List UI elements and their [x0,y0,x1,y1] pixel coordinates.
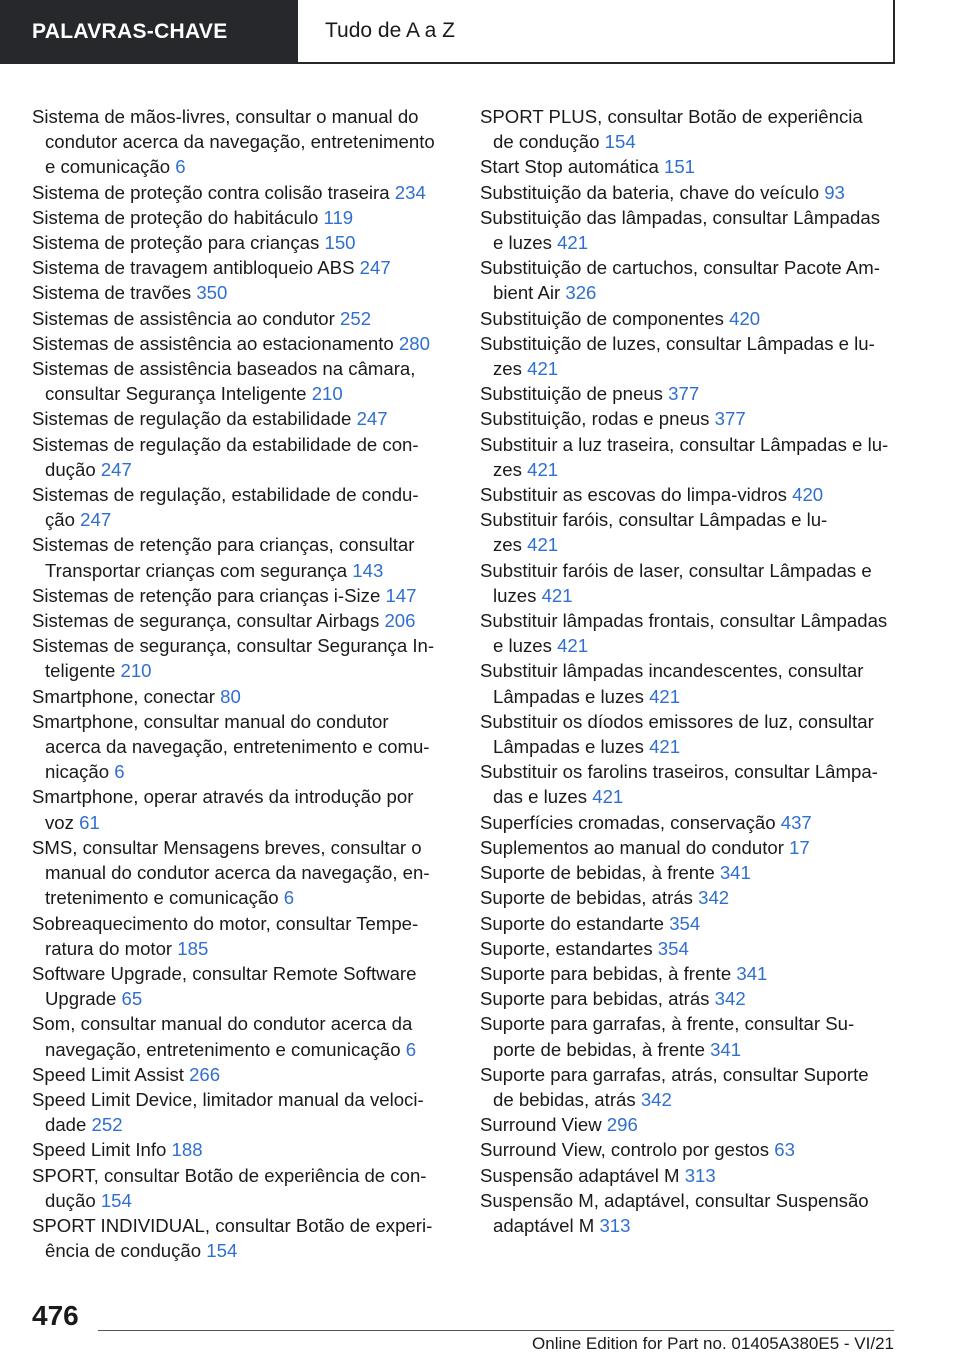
index-entry [32,1087,450,1137]
index-entry-text: Software Upgrade, consultar Remote Software Upgrade [32,962,417,1010]
index-entry-text: Sistemas de segurança, consultar Airbags [32,610,380,632]
page-reference-link[interactable]: 342 [640,1088,672,1110]
index-entry-text: Substituição de componentes [480,307,724,329]
index-entry [32,255,450,280]
index-entry-text: Suplementos ao manual do condutor [480,836,784,858]
page-reference-link[interactable]: 206 [384,610,416,632]
index-entry [480,1011,900,1061]
page-reference-link[interactable]: 17 [789,836,810,858]
section-tab-label: PALAVRAS-CHAVE [32,20,228,43]
page-reference-link[interactable]: 421 [557,635,589,657]
index-entry [32,583,450,608]
page-reference-link[interactable]: 6 [175,156,186,178]
page-reference-link[interactable]: 377 [668,383,700,405]
index-entry [480,205,900,255]
index-entry-text: Speed Limit Info [32,1139,167,1161]
index-entry [480,1163,900,1188]
index-entry-text: Sistema de proteção contra colisão traseira [32,181,390,203]
index-entry-text: Suporte de bebidas, atrás [480,887,693,909]
index-entry [480,432,900,482]
index-entry [480,1137,900,1162]
index-entry [32,532,450,582]
index-entry [32,684,450,709]
index-entry [32,482,450,532]
index-entry-text: Substituir os díodos emissores de luz, consultar Lâmpadas e luzes [480,710,874,758]
index-entry-text: Sobreaquecimento do motor, consultar Tempe- ratura do motor [32,912,419,959]
page-reference-link[interactable]: 421 [527,534,559,556]
index-entry [480,406,900,431]
page-reference-link[interactable]: 354 [669,912,701,934]
page-reference-link[interactable]: 266 [189,1063,221,1085]
index-entry-text: SMS, consultar Mensagens breves, consultar o manual do condutor acerca da navegação, en- tretenimento e comunicação [32,836,430,909]
section-header [311,0,895,64]
index-entry-text: Substituição de pneus [480,383,663,405]
index-entry [32,911,450,961]
index-entry [32,1062,450,1087]
page-reference-link[interactable]: 326 [565,282,597,304]
index-entry-text: SPORT PLUS, consultar Botão de experiência de condução [480,106,863,153]
index-entry [32,709,450,785]
index-entry-text: SPORT, consultar Botão de experiência de con- dução [32,1164,427,1211]
page-reference-link[interactable]: 252 [91,1114,123,1136]
page-number: 476 [32,1300,79,1331]
index-entry-text: Substituir as escovas do limpa-vidros [480,484,787,506]
page-reference-link[interactable]: 350 [196,282,228,304]
page-reference-link[interactable]: 147 [385,584,417,606]
index-entry-text: Suporte para garrafas, atrás, consultar Suporte de bebidas, atrás [480,1063,869,1110]
page-reference-link[interactable]: 188 [171,1139,203,1161]
index-entry [480,507,900,557]
index-entry [32,432,450,482]
index-entry-text: Sistemas de regulação, estabilidade de condu- ção [32,484,419,531]
index-entry-text: Suspensão adaptável M [480,1164,680,1186]
index-entry-text: Surround View, controlo por gestos [480,1139,770,1161]
index-entry-text: Sistemas de assistência ao estacionamento [32,332,394,354]
index-entry-text: Smartphone, conectar [32,685,215,707]
index-entry-text: Suspensão M, adaptável, consultar Suspensão adaptável M [480,1189,869,1236]
index-entry-text: Sistemas de segurança, consultar Segurança In- teligente [32,635,435,682]
page-reference-link[interactable]: 313 [684,1164,716,1186]
index-entry [480,759,900,809]
page-reference-link[interactable]: 421 [649,736,681,758]
page-reference-link[interactable]: 154 [100,1189,132,1211]
page-reference-link[interactable]: 65 [121,988,143,1010]
section-title: Tudo de A a Z [325,19,455,42]
index-entry-text: Suporte para garrafas, à frente, consultar Su- porte de bebidas, à frente [480,1013,855,1060]
index-entry-text: Substituir faróis de laser, consultar Lâmpadas e luzes [480,559,872,606]
index-entry-text: Sistemas de retenção para crianças, consultar Transportar crianças com segurança [32,534,415,581]
index-entry [32,633,450,683]
page-reference-link[interactable]: 247 [356,408,388,430]
index-entry-text: Substituir os farolins traseiros, consultar Lâmpa- das e luzes [480,761,878,808]
page-reference-link[interactable]: 80 [220,685,241,707]
index-entry [480,558,900,608]
index-entry-text: Sistemas de retenção para crianças i-Size [32,584,381,606]
index-entry [480,608,900,658]
edition-footer: Online Edition for Part no. 01405A380E5 - VI/21 [532,1334,894,1353]
page-reference-link[interactable]: 93 [824,181,845,203]
page-reference-link[interactable]: 143 [352,559,384,581]
index-entry [32,306,450,331]
index-entry-text: Substituir lâmpadas incandescentes, consultar Lâmpadas e luzes [480,660,864,707]
page-reference-link[interactable]: 341 [719,862,751,884]
page-reference-link[interactable]: 341 [736,962,768,984]
index-entry [32,784,450,834]
index-entry [32,331,450,356]
page-reference-link[interactable]: 354 [657,937,689,959]
index-entry [480,986,900,1011]
page-reference-link[interactable]: 420 [792,484,824,506]
header-divider [298,62,311,64]
index-entry-text: Substituir a luz traseira, consultar Lâmpadas e lu- zes [480,433,889,480]
page-reference-link[interactable]: 421 [649,685,681,707]
page-reference-link[interactable]: 151 [663,156,696,178]
page-reference-link[interactable]: 437 [780,811,812,833]
index-entry-text: Sistema de mãos-livres, consultar o manual do condutor acerca da navegação, entretenimento e comunicação [32,106,435,178]
page-reference-link[interactable]: 377 [714,408,746,430]
page-reference-link[interactable]: 421 [592,786,624,808]
index-entry-text: Speed Limit Assist [32,1063,184,1085]
index-entry [480,381,900,406]
index-entry-text: Substituição de cartuchos, consultar Pacote Am- bient Air [480,257,880,304]
page-reference-link[interactable]: 313 [599,1214,631,1236]
page-reference-link[interactable]: 154 [206,1240,238,1262]
index-entry [32,230,450,255]
index-entry-text: Substituir faróis, consultar Lâmpadas e lu- zes [480,509,828,556]
index-entry [480,835,900,860]
index-entry [32,104,450,180]
page-reference-link[interactable]: 6 [114,761,125,783]
page-reference-link[interactable]: 341 [710,1038,742,1060]
page-reference-link[interactable]: 210 [311,383,343,405]
index-entry-text: Som, consultar manual do condutor acerca da navegação, entretenimento e comunicação [32,1013,413,1060]
page-reference-link[interactable]: 119 [323,206,354,228]
index-entry [480,1112,900,1137]
index-entry-text: Sistemas de regulação da estabilidade [32,408,352,430]
index-entry [32,1213,450,1263]
index-entry [32,1137,450,1162]
index-entry [480,1062,900,1112]
index-entry [480,255,900,305]
index-entry [480,709,900,759]
index-entry-text: Suporte para bebidas, à frente [480,962,732,984]
index-entry [32,356,450,406]
page-reference-link[interactable]: 420 [729,307,761,329]
index-entry-text: Sistemas de assistência baseados na câmara, consultar Segurança Inteligente [32,358,416,405]
footer-divider [98,1330,894,1331]
index-entry [480,180,900,205]
page-reference-link[interactable]: 296 [606,1114,638,1136]
index-entry [480,154,900,179]
page-reference-link[interactable]: 247 [359,257,391,279]
page-reference-link[interactable]: 6 [405,1038,417,1060]
index-entry [480,911,900,936]
index-entry [32,961,450,1011]
index-entry-text: SPORT INDIVIDUAL, consultar Botão de experi- ência de condução [32,1214,433,1262]
index-entry-text: Sistema de proteção do habitáculo [32,206,319,228]
index-entry [32,205,450,230]
index-entry [480,331,900,381]
index-entry-text: Sistema de travões [32,282,192,304]
page-reference-link[interactable]: 150 [324,232,356,254]
index-column-right [480,104,900,1238]
index-entry-text: Speed Limit Device, limitador manual da veloci- dade [32,1088,424,1136]
page-reference-link[interactable]: 421 [557,232,589,254]
index-entry-text: Smartphone, operar através da introdução por voz [32,786,414,833]
index-entry-text: Substituir lâmpadas frontais, consultar Lâmpadas e luzes [480,610,888,657]
index-entry [480,961,900,986]
index-entry [32,1011,450,1061]
page-reference-link[interactable]: 185 [177,937,209,959]
page-reference-link[interactable]: 421 [527,458,559,480]
page-reference-link[interactable]: 252 [340,307,372,329]
index-entry-text: Suporte do estandarte [480,912,665,934]
page-reference-link[interactable]: 342 [698,887,730,909]
index-entry [480,658,900,708]
index-entry [480,885,900,910]
page-reference-link[interactable]: 247 [80,509,112,531]
index-entry [32,1163,450,1213]
index-column-left [32,104,450,1263]
index-entry-text: Smartphone, consultar manual do condutor acerca da navegação, entretenimento e comu- nicação [32,710,430,783]
index-entry [32,406,450,431]
index-entry [32,835,450,911]
index-entry-text: Sistemas de regulação da estabilidade de con- dução [32,433,419,480]
index-entry-text: Substituição, rodas e pneus [480,408,710,430]
index-entry-text: Suporte para bebidas, atrás [480,988,710,1010]
index-entry [480,936,900,961]
page-reference-link[interactable]: 61 [79,811,100,833]
index-entry-text: Substituição das lâmpadas, consultar Lâmpadas e luzes [480,206,881,254]
index-entry [32,180,450,205]
index-entry-text: Substituição de luzes, consultar Lâmpadas e lu- zes [480,332,875,380]
page-reference-link[interactable]: 154 [604,131,636,153]
index-entry [32,608,450,633]
page-reference-link[interactable]: 210 [120,660,152,682]
index-entry [32,280,450,305]
page-reference-link[interactable]: 6 [283,887,295,909]
index-entry-text: Superfícies cromadas, conservação [480,811,776,833]
index-entry-text: Start Stop automática [480,156,659,178]
index-entry [480,104,900,154]
index-entry-text: Suporte, estandartes [480,937,653,959]
page-reference-link[interactable]: 421 [541,584,573,606]
page-reference-link[interactable]: 234 [394,181,426,203]
index-entry [480,1188,900,1238]
index-entry-text: Suporte de bebidas, à frente [480,862,715,884]
index-entry [480,860,900,885]
index-entry-text: Sistema de proteção para crianças [32,232,320,254]
index-entry-text: Surround View [480,1114,602,1136]
page-reference-link[interactable]: 342 [714,988,746,1010]
section-tab [0,0,298,64]
page-reference-link[interactable]: 247 [100,458,132,480]
index-entry [480,810,900,835]
index-entry [480,306,900,331]
index-entry-text: Sistema de travagem antibloqueio ABS [32,257,355,279]
index-entry-text: Substituição da bateria, chave do veículo [480,181,820,203]
page-reference-link[interactable]: 421 [527,358,559,380]
index-entry [480,482,900,507]
page-reference-link[interactable]: 63 [774,1139,795,1161]
page-reference-link[interactable]: 280 [398,332,430,354]
index-entry-text: Sistemas de assistência ao condutor [32,307,335,329]
